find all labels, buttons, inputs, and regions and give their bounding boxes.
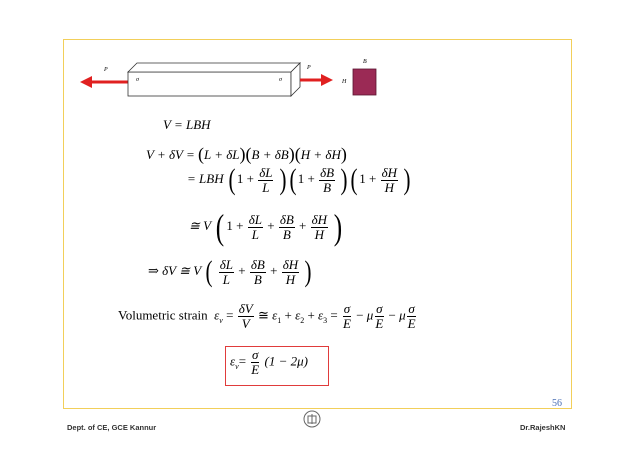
- equation-final: $\varepsilon_v=$ $\frac{\sigma}{E}$ (1 − 2μ): [230, 347, 308, 377]
- volumetric-strain-label: Volumetric strain: [118, 307, 208, 323]
- left-arrowhead-icon: [80, 76, 92, 88]
- equation-expanded-lhs: = LBH: [187, 170, 224, 186]
- bar-front-face: [128, 72, 291, 96]
- equation-volume-change-approx: ⇒ δV ≅ V ( $\frac{\delta L}{L}$ + $\frac{\delta B}{B}$ + $\frac{\delta H}{H}$ ): [148, 255, 312, 288]
- equation-volume-change-lhs: V + δV =: [146, 147, 195, 162]
- force-label-right: P: [307, 65, 311, 71]
- page-number: 56: [552, 398, 562, 409]
- bar-top-face: [128, 63, 300, 72]
- footer-right: Dr.RajeshKN: [520, 423, 566, 432]
- college-logo-icon: [303, 410, 321, 428]
- equation-volume-text: V = LBH: [163, 117, 211, 132]
- cross-section-b-label: B: [363, 59, 367, 65]
- footer-left: Dept. of CE, GCE Kannur: [67, 423, 157, 432]
- equation-expanded: = LBH ( 1 + $\frac{\delta L}{L}$ ) ( 1 + $\frac{\delta B}{B}$ ) ( 1 + $\frac{\delta H}{H}$ ): [187, 163, 411, 196]
- cross-section: [353, 69, 376, 95]
- volumetric-strain-symbol: ε: [214, 307, 220, 323]
- equation-approx-lhs: ≅ V: [189, 217, 212, 233]
- equation-approx: ≅ V ( 1 + $\frac{\delta L}{L}$ + $\frac{\delta B}{B}$ + $\frac{\delta H}{H}$ ): [189, 207, 343, 247]
- equation-volume-change-approx-lhs: ⇒ δV ≅ V: [148, 262, 202, 278]
- stress-label-left: σ: [136, 77, 139, 83]
- volumetric-strain-subscript: v: [219, 316, 223, 326]
- final-rhs: (1 − 2μ): [264, 353, 308, 369]
- equation-volumetric-strain: Volumetric strain $\varepsilon_v$ = $\frac{\delta V}{V}$ ≅ $\varepsilon_1 + \varepsilon_2 + \varepsilon_3$ = $\frac{\sigma}{E}$ − μ $\frac{\sigma}{E}$ − μ $\frac{\sigma}{E}$: [118, 301, 416, 331]
- stress-label-right: σ: [279, 77, 282, 83]
- equation-volume-change: V + δV = (L + δL)(B + δB)(H + δH): [146, 144, 347, 164]
- force-label-left: P: [104, 67, 108, 73]
- equation-volume: [163, 117, 211, 133]
- right-arrowhead-icon: [321, 74, 333, 86]
- cross-section-h-label: H: [342, 79, 347, 85]
